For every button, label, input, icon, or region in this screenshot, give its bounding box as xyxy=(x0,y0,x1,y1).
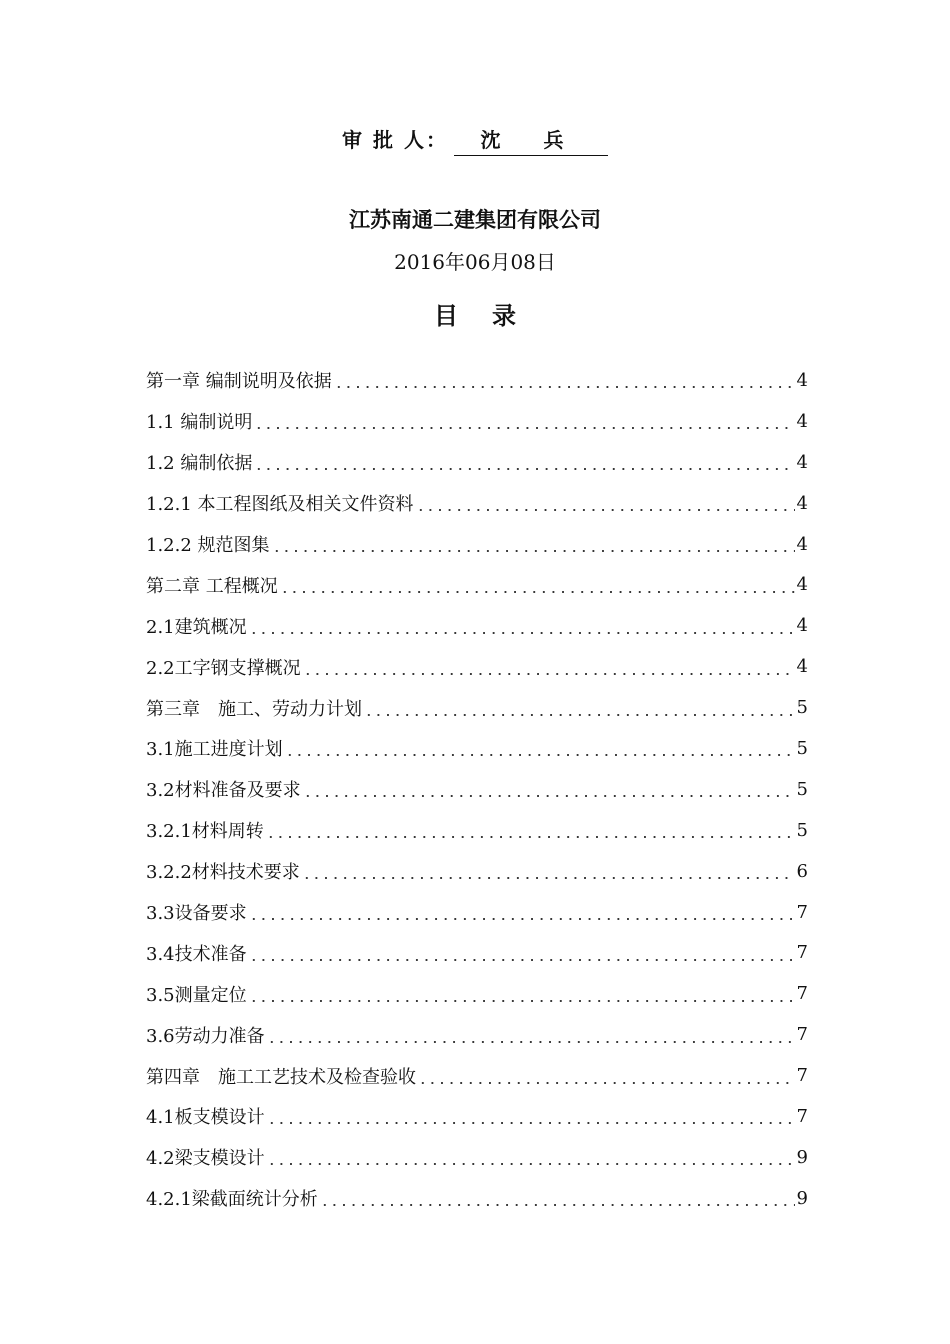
toc-page-number: 6 xyxy=(796,860,808,882)
toc-entry[interactable] xyxy=(146,728,808,769)
toc-leader-dots xyxy=(267,1163,795,1165)
toc-leader-dots xyxy=(334,386,795,388)
toc-entry[interactable] xyxy=(146,892,808,933)
toc-entry-title: 3.2.2材料技术要求 xyxy=(146,862,300,884)
toc-entry[interactable] xyxy=(146,605,808,646)
toc-entry[interactable] xyxy=(146,1096,808,1137)
document-date: 2016年06月08日 xyxy=(394,250,556,274)
toc-page-number: 4 xyxy=(796,574,808,596)
toc-leader-dots xyxy=(249,632,795,634)
toc-leader-dots xyxy=(364,714,795,716)
toc-page-number: 5 xyxy=(796,819,808,841)
toc-entry[interactable] xyxy=(146,973,808,1014)
toc-entry-title: 4.1板支模设计 xyxy=(146,1107,265,1129)
toc-leader-dots xyxy=(254,427,794,429)
toc-entry[interactable] xyxy=(146,1055,808,1096)
toc-leader-dots xyxy=(418,1082,795,1084)
toc-entry[interactable] xyxy=(146,769,808,810)
toc-entry-title: 第三章 施工、劳动力计划 xyxy=(146,698,362,720)
toc-entry-title: 3.1施工进度计划 xyxy=(146,739,283,761)
toc-entry[interactable] xyxy=(146,851,808,892)
toc-leader-dots xyxy=(254,468,794,470)
toc-entry-title: 3.2材料准备及要求 xyxy=(146,780,301,802)
toc-leader-dots xyxy=(249,1000,795,1002)
toc-entry[interactable] xyxy=(146,1014,808,1055)
toc-page-number: 4 xyxy=(796,410,808,432)
approver-name: 沈 兵 xyxy=(454,124,608,156)
toc-entry-title: 第一章 编制说明及依据 xyxy=(146,371,332,393)
toc-entry-title: 1.2 编制依据 xyxy=(146,453,253,475)
toc-entry-title: 2.1建筑概况 xyxy=(146,616,247,638)
toc-leader-dots xyxy=(267,1122,795,1124)
toc-leader-dots xyxy=(249,959,795,961)
toc-entry[interactable] xyxy=(146,442,808,483)
toc-entry-title: 3.3设备要求 xyxy=(146,903,247,925)
toc-leader-dots xyxy=(320,1204,795,1206)
toc-entry-title: 1.1 编制说明 xyxy=(146,412,253,434)
toc-page-number: 4 xyxy=(796,492,808,514)
approver-line xyxy=(0,124,950,156)
toc-leader-dots xyxy=(416,509,795,511)
toc-leader-dots xyxy=(266,836,795,838)
toc-leader-dots xyxy=(280,591,795,593)
toc-page-number: 7 xyxy=(796,942,808,964)
toc-entry[interactable] xyxy=(146,687,808,728)
toc-page-number: 4 xyxy=(796,369,808,391)
toc-entry[interactable] xyxy=(146,401,808,442)
toc-entry-title: 1.2.1 本工程图纸及相关文件资料 xyxy=(146,494,414,516)
toc-entry-title: 4.2.1梁截面统计分析 xyxy=(146,1189,318,1211)
toc-entry[interactable] xyxy=(146,360,808,401)
toc-page-number: 4 xyxy=(796,656,808,678)
toc-entry-title: 第四章 施工工艺技术及检查验收 xyxy=(146,1066,416,1088)
toc-page-number: 7 xyxy=(796,1024,808,1046)
approver-label: 审 批 人： xyxy=(342,128,448,152)
toc-leader-dots xyxy=(272,550,795,552)
toc-leader-dots xyxy=(303,795,795,797)
toc-leader-dots xyxy=(285,754,795,756)
toc-title: 目录 xyxy=(434,301,550,330)
toc-entry[interactable] xyxy=(146,483,808,524)
toc-page-number: 4 xyxy=(796,533,808,555)
toc-page-number: 9 xyxy=(796,1146,808,1168)
toc-entry[interactable] xyxy=(146,1137,808,1178)
toc-leader-dots xyxy=(249,918,795,920)
toc-page-number: 4 xyxy=(796,615,808,637)
toc-leader-dots xyxy=(267,1041,795,1043)
toc-entry[interactable] xyxy=(146,1178,808,1219)
toc-entry-title: 3.5测量定位 xyxy=(146,984,247,1006)
toc-entry[interactable] xyxy=(146,524,808,565)
toc-page-number: 9 xyxy=(796,1187,808,1209)
toc-entry[interactable] xyxy=(146,932,808,973)
toc-leader-dots xyxy=(302,877,795,879)
toc-entry[interactable] xyxy=(146,646,808,687)
toc-leader-dots xyxy=(303,673,795,675)
toc-page-number: 5 xyxy=(796,737,808,759)
company-name: 江苏南通二建集团有限公司 xyxy=(349,207,601,232)
toc-entry-title: 3.2.1材料周转 xyxy=(146,821,264,843)
table-of-contents xyxy=(146,360,808,1219)
toc-entry-title: 4.2梁支模设计 xyxy=(146,1148,265,1170)
toc-page-number: 7 xyxy=(796,1105,808,1127)
toc-entry-title: 2.2工字钢支撑概况 xyxy=(146,657,301,679)
toc-entry-title: 3.6劳动力准备 xyxy=(146,1025,265,1047)
toc-entry[interactable] xyxy=(146,810,808,851)
toc-page-number: 5 xyxy=(796,778,808,800)
toc-page-number: 5 xyxy=(796,697,808,719)
toc-page-number: 4 xyxy=(796,451,808,473)
toc-entry-title: 3.4技术准备 xyxy=(146,943,247,965)
toc-entry-title: 1.2.2 规范图集 xyxy=(146,535,270,556)
toc-page-number: 7 xyxy=(796,901,808,923)
toc-page-number: 7 xyxy=(796,1065,808,1087)
toc-page-number: 7 xyxy=(796,983,808,1005)
toc-entry[interactable] xyxy=(146,564,808,605)
toc-entry-title: 第二章 工程概况 xyxy=(146,575,278,597)
